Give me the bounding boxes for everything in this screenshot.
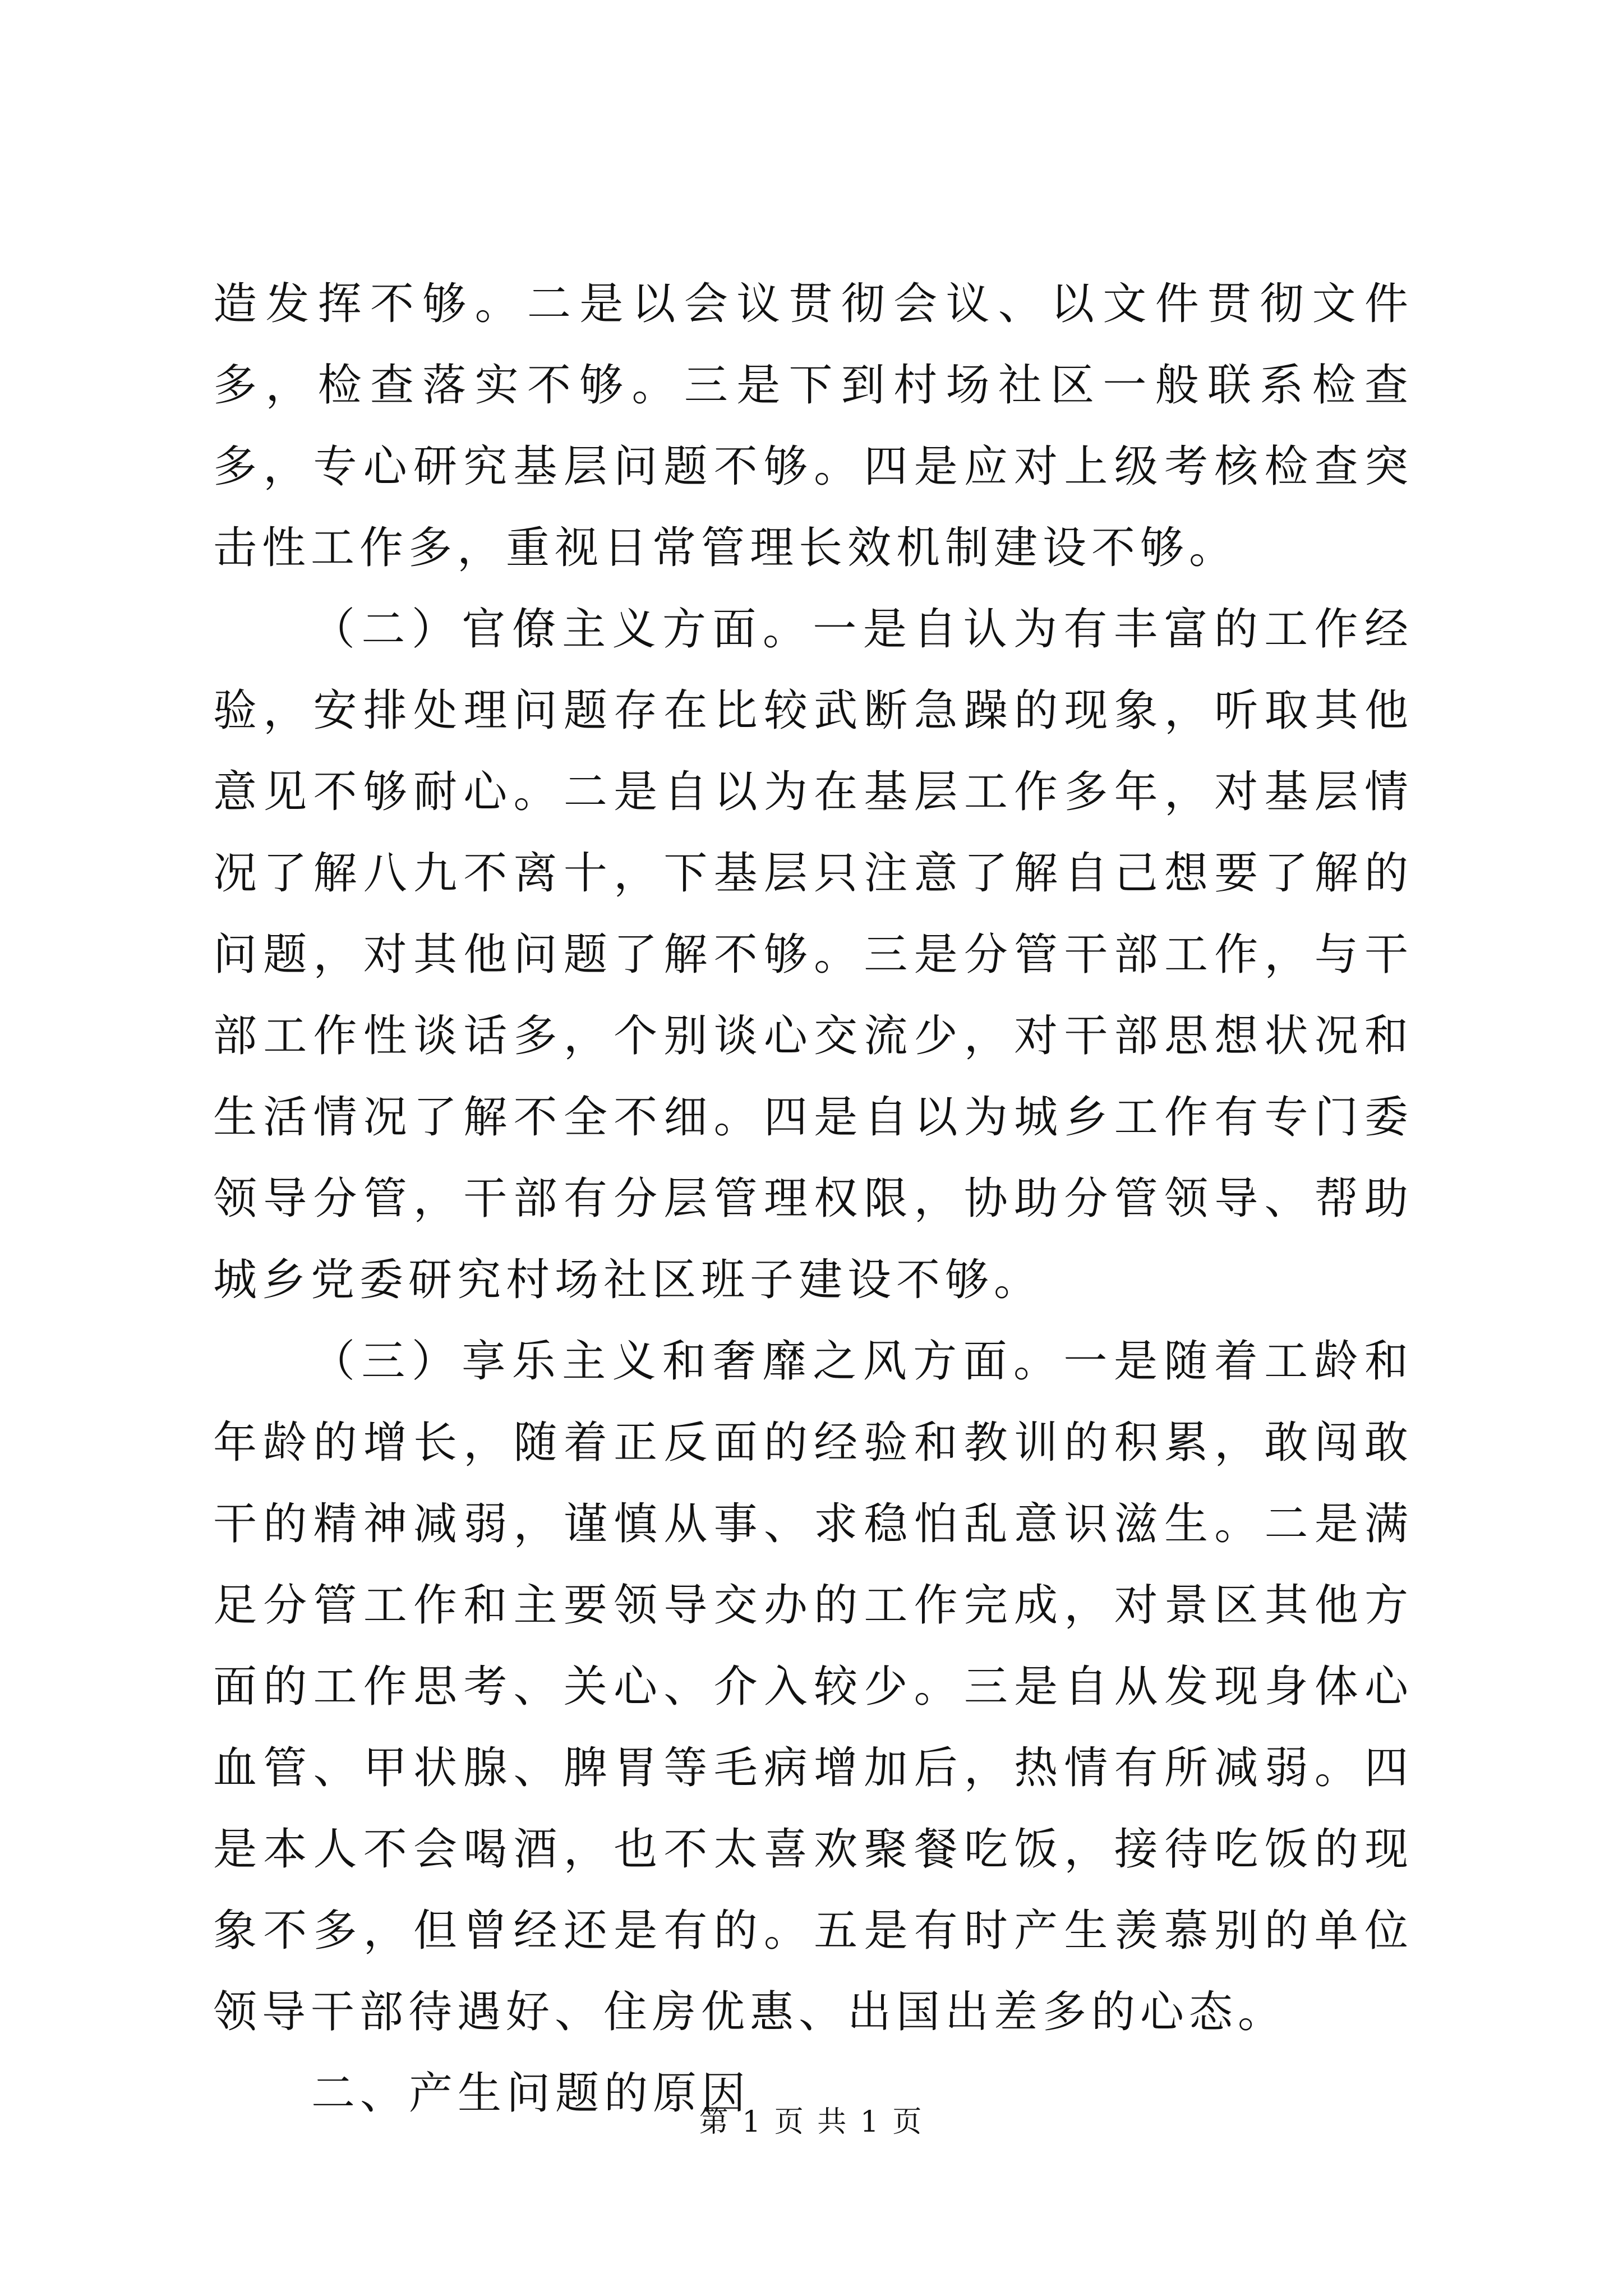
paragraph-bureaucratism: （二）官僚主义方面。一是自认为有丰富的工作经验，安排处理问题存在比较武断急躁的现象，听取其他意见不够耐心。二是自以为在基层工作多年，对基层情况了解八九不离十，下基层只注意了解自己想要了解的问题，对其他问题了解不够。三是分管干部工作，与干部工作性谈话多，个别谈心交流少，对干部思想状况和生活情况了解不全不细。四是自以为城乡工作有专门委领导分管，干部有分层管理权限，协助分管领导、帮助城乡党委研究村场社区班子建设不够。 bbox=[213, 604, 1413, 1305]
paragraph-continued: 造发挥不够。二是以会议贯彻会议、以文件贯彻文件多，检查落实不够。三是下到村场社区一般联系检查多，专心研究基层问题不够。四是应对上级考核检查突击性工作多，重视日常管理长效机制建设不够。 bbox=[213, 279, 1413, 573]
paragraph-hedonism: （三）享乐主义和奢靡之风方面。一是随着工龄和年龄的增长，随着正反面的经验和教训的积累，敢闯敢干的精神减弱，谨慎从事、求稳怕乱意识滋生。二是满足分管工作和主要领导交办的工作完成，对景区其他方面的工作思考、关心、介入较少。三是自从发现身体心血管、甲状腺、脾胃等毛病增加后，热情有所减弱。四是本人不会喝酒，也不太喜欢聚餐吃饭，接待吃饭的现象不多，但曾经还是有的。五是有时产生羡慕别的单位领导干部待遇好、住房优惠、出国出差多的心态。 bbox=[213, 1336, 1413, 2037]
document-body bbox=[213, 264, 1413, 2134]
section-heading: 二、产生问题的原因 bbox=[311, 2068, 751, 2119]
page-footer: 第 1 页 共 1 页 bbox=[699, 2105, 924, 2139]
